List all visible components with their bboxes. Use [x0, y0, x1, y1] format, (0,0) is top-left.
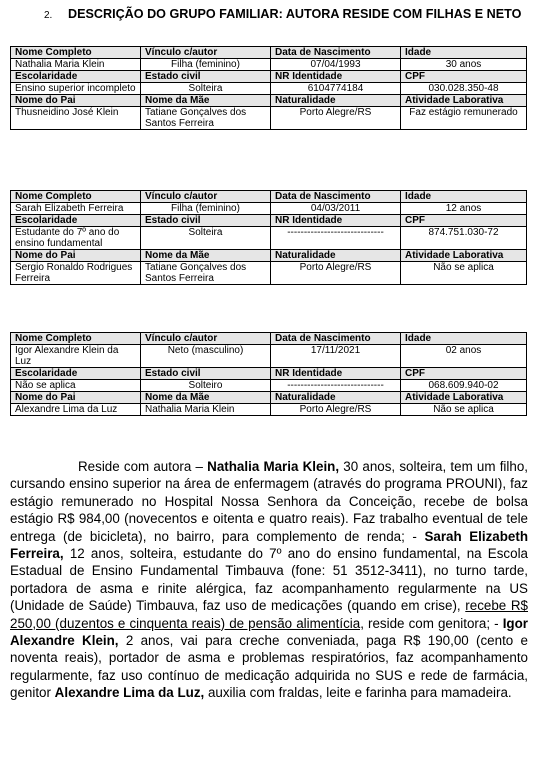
header-cell: Nome do Pai [11, 250, 141, 262]
header-cell: CPF [401, 71, 527, 83]
table-cell: 6104774184 [271, 83, 401, 95]
name-bold: Nathalia Maria Klein, [207, 459, 340, 474]
header-cell: Naturalidade [271, 250, 401, 262]
table-row [11, 107, 527, 130]
header-cell: Nome da Mãe [141, 392, 271, 404]
table-cell: Tatiane Gonçalves dos Santos Ferreira [141, 107, 271, 130]
name-bold: Sarah Elizabeth Ferreira, [10, 528, 529, 562]
table-cell: ----------------------------- [271, 380, 401, 392]
header-cell: Naturalidade [271, 95, 401, 107]
table-cell: Porto Alegre/RS [271, 262, 401, 285]
header-cell: Vínculo c/autor [141, 47, 271, 59]
table-cell: Estudante do 7º ano do ensino fundamental [11, 227, 141, 250]
table-cell: 07/04/1993 [271, 59, 401, 71]
paragraph-text: reside com genitora; - [363, 615, 503, 631]
header-cell: Nome da Mãe [141, 95, 271, 107]
header-cell: NR Identidade [271, 71, 401, 83]
table-header-row [11, 191, 527, 203]
header-cell: Estado civil [141, 368, 271, 380]
paragraph-text: Reside com autora – [78, 459, 208, 474]
table-row [11, 262, 527, 285]
paragraph-text: 30 anos, solteira, tem um filho, cursando ensino superior na área de enfermagem (através do programa PROUNI), faz estágio remunerado no Hospital Nossa Senhora da Conceição, recebe de bolsa estágio R$ 984,00 (novecentos e oitenta e quatro reais). Faz trabalho eventual de tele entrega (de bicicleta), no bairro, para complemento de renda; - [10, 459, 528, 544]
header-cell: Data de Nascimento [271, 47, 401, 59]
header-cell: Idade [401, 333, 527, 345]
family-description-paragraph [10, 458, 528, 702]
header-cell: Data de Nascimento [271, 191, 401, 203]
family-member-table [10, 332, 527, 416]
underlined-text: recebe R$ 250,00 (duzentos e cinquenta reais) de pensão alimentícia, [10, 598, 528, 631]
table-cell: 30 anos [401, 59, 527, 71]
table-row [11, 59, 527, 71]
table-cell: Solteira [141, 83, 271, 95]
table-row [11, 83, 527, 95]
table-row [11, 380, 527, 392]
header-cell: NR Identidade [271, 215, 401, 227]
table-cell: 17/11/2021 [271, 345, 401, 368]
table-cell: Porto Alegre/RS [271, 107, 401, 130]
name-bold: Alexandre Lima da Luz, [54, 685, 205, 701]
header-cell: Nome da Mãe [141, 250, 271, 262]
table-cell: Thusneidino José Klein [11, 107, 141, 130]
header-cell: Nome Completo [11, 47, 141, 59]
table-header-row [11, 47, 527, 59]
header-cell: Estado civil [141, 71, 271, 83]
table-row [11, 203, 527, 215]
family-member-table [10, 190, 527, 285]
table-header-row [11, 392, 527, 404]
family-member-table [10, 46, 527, 130]
table-header-row [11, 250, 527, 262]
header-cell: Escolaridade [11, 215, 141, 227]
header-cell: Vínculo c/autor [141, 333, 271, 345]
table-cell: Tatiane Gonçalves dos Santos Ferreira [141, 262, 271, 285]
paragraph-text: 2 anos, vai para creche conveniada, paga R$ 190,00 (cento e noventa reais), portador de asma e problemas respiratórios, faz acompanhamento regularmente, faz uso contínuo de medicação adquirida no SUS e rede de farmácia, genitor [10, 633, 529, 701]
table-cell: 874.751.030-72 [401, 227, 527, 250]
header-cell: Atividade Laborativa [401, 250, 527, 262]
table-cell: Não se aplica [401, 262, 527, 285]
table-cell: Faz estágio remunerado [401, 107, 527, 130]
table-cell: Filha (feminino) [141, 203, 271, 215]
table-cell: Sergio Ronaldo Rodrigues Ferreira [11, 262, 141, 285]
header-cell: Nome Completo [11, 191, 141, 203]
header-cell: Nome do Pai [11, 95, 141, 107]
table-cell: Solteira [141, 227, 271, 250]
header-cell: Escolaridade [11, 71, 141, 83]
header-cell: Escolaridade [11, 368, 141, 380]
header-cell: CPF [401, 215, 527, 227]
table-cell: Sarah Elizabeth Ferreira [11, 203, 141, 215]
table-cell: Não se aplica [401, 404, 527, 416]
header-cell: NR Identidade [271, 368, 401, 380]
header-cell: Idade [401, 47, 527, 59]
header-cell: Estado civil [141, 215, 271, 227]
section-number: 2. [44, 10, 53, 21]
table-cell: Ensino superior incompleto [11, 83, 141, 95]
table-cell: 030.028.350-48 [401, 83, 527, 95]
table-row [11, 227, 527, 250]
table-cell: Igor Alexandre Klein da Luz [11, 345, 141, 368]
table-cell: Solteiro [141, 380, 271, 392]
header-cell: Atividade Laborativa [401, 392, 527, 404]
header-cell: Nome Completo [11, 333, 141, 345]
table-header-row [11, 368, 527, 380]
table-cell: 12 anos [401, 203, 527, 215]
table-cell: Neto (masculino) [141, 345, 271, 368]
table-cell: 02 anos [401, 345, 527, 368]
table-cell: Não se aplica [11, 380, 141, 392]
table-row [11, 404, 527, 416]
table-row [11, 345, 527, 368]
header-cell: Idade [401, 191, 527, 203]
header-cell: Data de Nascimento [271, 333, 401, 345]
header-cell: Naturalidade [271, 392, 401, 404]
table-header-row [11, 215, 527, 227]
section-title: DESCRIÇÃO DO GRUPO FAMILIAR: AUTORA RESIDE COM FILHAS E NETO [68, 7, 522, 21]
paragraph-text: auxilia com fraldas, leite e farinha para mamadeira. [204, 685, 512, 701]
table-cell: 068.609.940-02 [401, 380, 527, 392]
header-cell: Atividade Laborativa [401, 95, 527, 107]
table-cell: Filha (feminino) [141, 59, 271, 71]
header-cell: CPF [401, 368, 527, 380]
table-cell: ----------------------------- [271, 227, 401, 250]
table-cell: 04/03/2011 [271, 203, 401, 215]
header-cell: Nome do Pai [11, 392, 141, 404]
name-bold: Igor Alexandre Klein, [10, 615, 528, 649]
table-cell: Alexandre Lima da Luz [11, 404, 141, 416]
header-cell: Vínculo c/autor [141, 191, 271, 203]
table-header-row [11, 333, 527, 345]
paragraph-text: 12 anos, solteira, estudante do 7º ano do ensino fundamental, na Escola Estadual de Ensino Fundamental Timbauva (fone: 51 3512-3411), no turno tarde, portadora de asma e rinite alérgica, faz acompanhamento regularmente na US (Unidade de Saúde) Timbauva, faz uso de medicações (quando em crise), [10, 546, 528, 614]
table-cell: Nathalia Maria Klein [141, 404, 271, 416]
table-cell: Porto Alegre/RS [271, 404, 401, 416]
table-cell: Nathalia Maria Klein [11, 59, 141, 71]
table-header-row [11, 71, 527, 83]
table-header-row [11, 95, 527, 107]
